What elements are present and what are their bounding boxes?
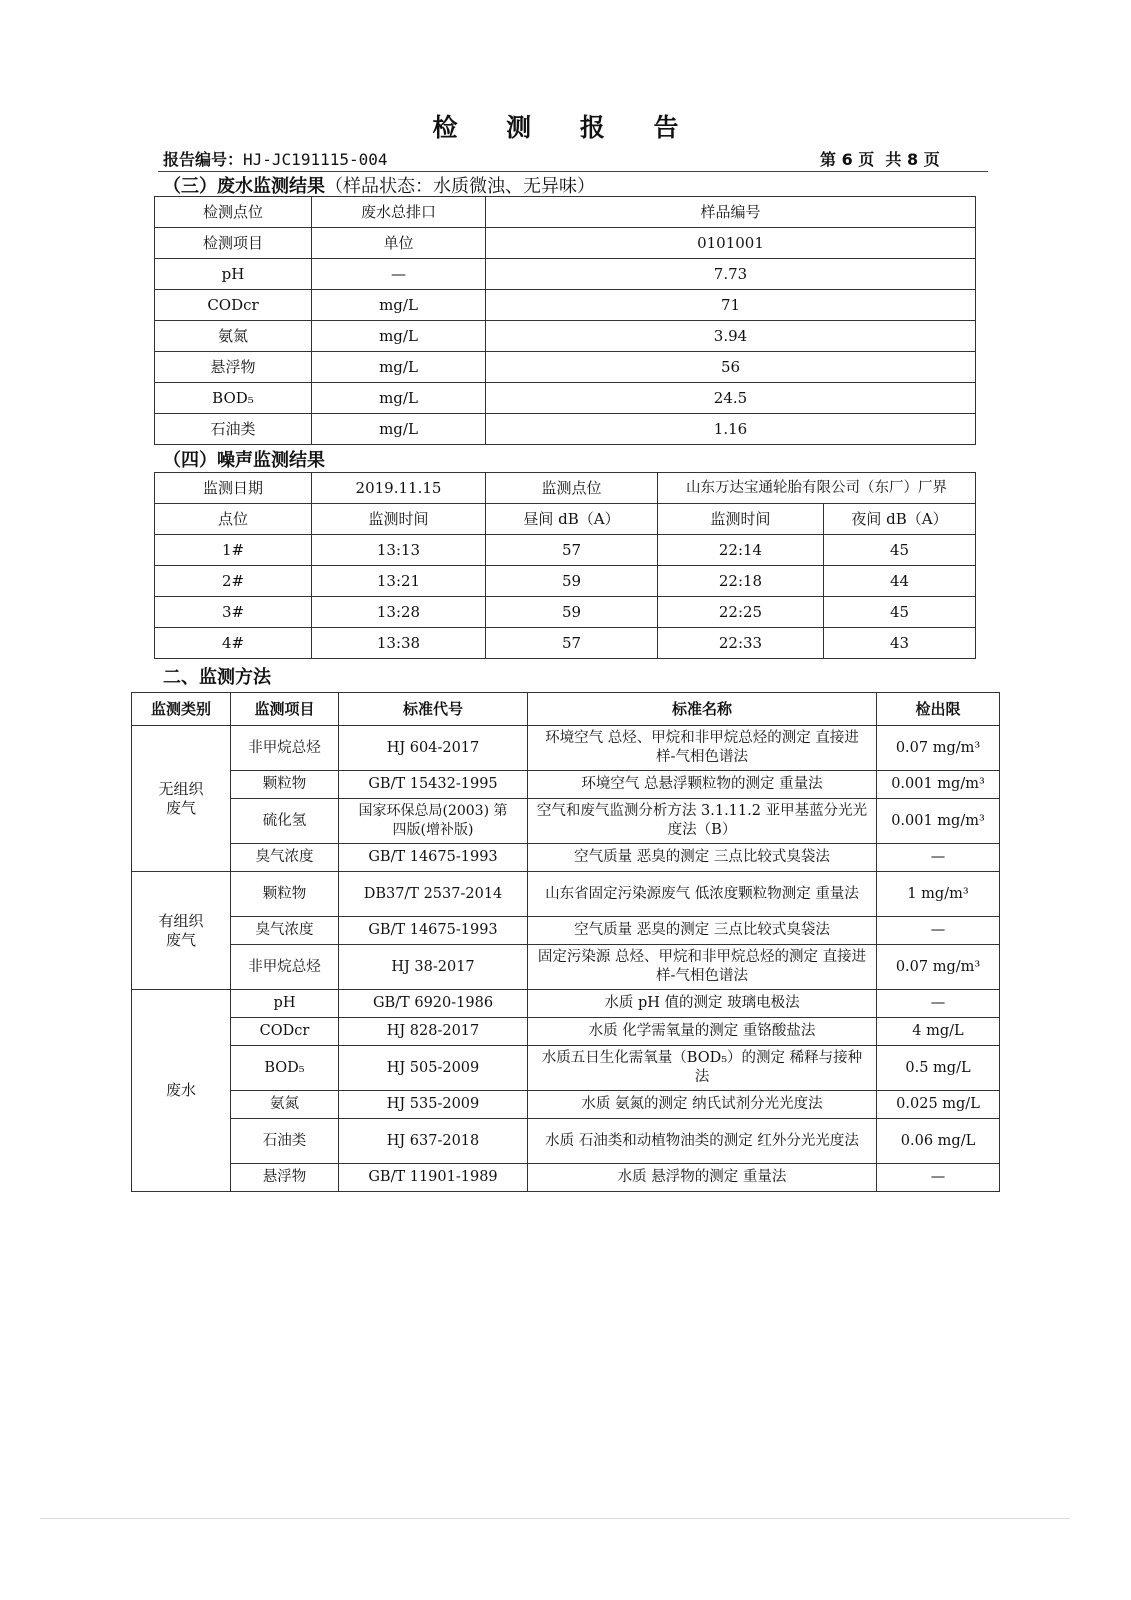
table-cell: mg/L bbox=[312, 383, 486, 414]
column-header: 监测时间 bbox=[658, 504, 824, 535]
table-cell: 0101001 bbox=[486, 228, 976, 259]
table-cell: pH bbox=[231, 990, 339, 1018]
page-bottom-line bbox=[40, 1518, 1070, 1519]
table-row bbox=[132, 1091, 1000, 1119]
table-cell: 22:25 bbox=[658, 597, 824, 628]
table-row bbox=[132, 771, 1000, 799]
noise-heading: （四）噪声监测结果 bbox=[163, 450, 325, 471]
table-row bbox=[132, 799, 1000, 844]
table-cell: 1# bbox=[155, 535, 312, 566]
table-row bbox=[155, 228, 976, 259]
column-header: 检出限 bbox=[877, 693, 1000, 726]
table-cell: 45 bbox=[824, 597, 976, 628]
column-header: 昼间 dB（A） bbox=[486, 504, 658, 535]
noise-site: 山东万达宝通轮胎有限公司（东厂）厂界 bbox=[658, 473, 976, 504]
table-cell: GB/T 14675-1993 bbox=[339, 917, 528, 945]
limit-cell: — bbox=[877, 1164, 1000, 1192]
table-row bbox=[155, 597, 976, 628]
table-cell: 石油类 bbox=[231, 1119, 339, 1164]
table-row bbox=[155, 352, 976, 383]
table-cell: 非甲烷总烃 bbox=[231, 945, 339, 990]
table-row bbox=[155, 197, 976, 228]
table-cell: HJ 828-2017 bbox=[339, 1018, 528, 1046]
table-cell: 非甲烷总烃 bbox=[231, 726, 339, 771]
report-number-label: 报告编号： bbox=[163, 150, 244, 169]
table-cell: 13:28 bbox=[312, 597, 486, 628]
noise-header-row bbox=[155, 504, 976, 535]
table-cell: 7.73 bbox=[486, 259, 976, 290]
table-cell: 检测项目 bbox=[155, 228, 312, 259]
table-cell: GB/T 15432-1995 bbox=[339, 771, 528, 799]
table-cell: mg/L bbox=[312, 321, 486, 352]
table-cell: mg/L bbox=[312, 290, 486, 321]
table-cell: 22:33 bbox=[658, 628, 824, 659]
table-row bbox=[132, 726, 1000, 771]
table-cell: 2# bbox=[155, 566, 312, 597]
table-row bbox=[155, 566, 976, 597]
table-cell: 氨氮 bbox=[155, 321, 312, 352]
report-title: 检 测 报 告 bbox=[432, 113, 699, 142]
table-cell: 水质 化学需氧量的测定 重铬酸盐法 bbox=[528, 1018, 877, 1046]
table-cell: 颗粒物 bbox=[231, 771, 339, 799]
limit-cell: — bbox=[877, 917, 1000, 945]
table-row bbox=[132, 945, 1000, 990]
table-cell: CODcr bbox=[231, 1018, 339, 1046]
column-header: 监测项目 bbox=[231, 693, 339, 726]
table-cell: pH bbox=[155, 259, 312, 290]
noise-info-row bbox=[155, 473, 976, 504]
limit-cell: — bbox=[877, 990, 1000, 1018]
table-cell: DB37/T 2537-2014 bbox=[339, 872, 528, 917]
table-cell: 4# bbox=[155, 628, 312, 659]
table-cell: GB/T 6920-1986 bbox=[339, 990, 528, 1018]
report-number bbox=[163, 147, 388, 170]
limit-cell: 4 mg/L bbox=[877, 1018, 1000, 1046]
column-header: 监测时间 bbox=[312, 504, 486, 535]
table-cell: 废水总排口 bbox=[312, 197, 486, 228]
table-cell: 44 bbox=[824, 566, 976, 597]
methods-heading: 二、监测方法 bbox=[163, 667, 271, 688]
table-cell: 13:13 bbox=[312, 535, 486, 566]
table-cell: GB/T 11901-1989 bbox=[339, 1164, 528, 1192]
page-info: 第 6 页 共 8 页 bbox=[820, 150, 940, 169]
table-cell: 石油类 bbox=[155, 414, 312, 445]
category-cell: 有组织废气 bbox=[132, 872, 231, 990]
table-cell: HJ 637-2018 bbox=[339, 1119, 528, 1164]
limit-cell: 0.001 mg/m³ bbox=[877, 799, 1000, 844]
table-cell: HJ 38-2017 bbox=[339, 945, 528, 990]
noise-site-label: 监测点位 bbox=[486, 473, 658, 504]
table-cell: HJ 535-2009 bbox=[339, 1091, 528, 1119]
table-cell: 环境空气 总烃、甲烷和非甲烷总烃的测定 直接进样-气相色谱法 bbox=[528, 726, 877, 771]
table-cell: 硫化氢 bbox=[231, 799, 339, 844]
table-cell: 57 bbox=[486, 628, 658, 659]
table-cell: 56 bbox=[486, 352, 976, 383]
table-row bbox=[155, 383, 976, 414]
table-cell: 山东省固定污染源废气 低浓度颗粒物测定 重量法 bbox=[528, 872, 877, 917]
methods-header-row bbox=[132, 693, 1000, 726]
table-cell: 国家环保总局(2003) 第四版(增补版) bbox=[339, 799, 528, 844]
column-header: 标准代号 bbox=[339, 693, 528, 726]
noise-results-table bbox=[154, 472, 976, 659]
limit-cell: 1 mg/m³ bbox=[877, 872, 1000, 917]
table-cell: 57 bbox=[486, 535, 658, 566]
table-row bbox=[132, 917, 1000, 945]
table-cell: HJ 604-2017 bbox=[339, 726, 528, 771]
table-cell: 空气和废气监测分析方法 3.1.11.2 亚甲基蓝分光光度法（B） bbox=[528, 799, 877, 844]
table-cell: mg/L bbox=[312, 352, 486, 383]
table-cell: 24.5 bbox=[486, 383, 976, 414]
noise-date: 2019.11.15 bbox=[312, 473, 486, 504]
report-number-value: HJ-JC191115-004 bbox=[243, 150, 388, 169]
wastewater-results-table bbox=[154, 196, 976, 445]
noise-date-label: 监测日期 bbox=[155, 473, 312, 504]
table-cell: 空气质量 恶臭的测定 三点比较式臭袋法 bbox=[528, 917, 877, 945]
table-cell: 臭气浓度 bbox=[231, 917, 339, 945]
table-cell: 水质 pH 值的测定 玻璃电极法 bbox=[528, 990, 877, 1018]
table-cell: 水质 石油类和动植物油类的测定 红外分光光度法 bbox=[528, 1119, 877, 1164]
table-cell: 45 bbox=[824, 535, 976, 566]
table-cell: 13:21 bbox=[312, 566, 486, 597]
table-row bbox=[155, 321, 976, 352]
table-row bbox=[155, 628, 976, 659]
table-cell: 臭气浓度 bbox=[231, 844, 339, 872]
table-cell: HJ 505-2009 bbox=[339, 1046, 528, 1091]
table-cell: 样品编号 bbox=[486, 197, 976, 228]
column-header: 点位 bbox=[155, 504, 312, 535]
category-cell: 废水 bbox=[132, 990, 231, 1192]
table-cell: 3.94 bbox=[486, 321, 976, 352]
wastewater-heading bbox=[163, 172, 595, 198]
table-cell: 59 bbox=[486, 597, 658, 628]
limit-cell: 0.07 mg/m³ bbox=[877, 726, 1000, 771]
wastewater-heading-note: （样品状态：水质微浊、无异味） bbox=[325, 176, 595, 197]
table-row bbox=[132, 990, 1000, 1018]
table-row bbox=[132, 844, 1000, 872]
table-cell: 环境空气 总悬浮颗粒物的测定 重量法 bbox=[528, 771, 877, 799]
table-cell: 59 bbox=[486, 566, 658, 597]
table-cell: 水质五日生化需氧量（BOD₅）的测定 稀释与接种法 bbox=[528, 1046, 877, 1091]
table-cell: 悬浮物 bbox=[155, 352, 312, 383]
table-cell: 空气质量 恶臭的测定 三点比较式臭袋法 bbox=[528, 844, 877, 872]
limit-cell: 0.06 mg/L bbox=[877, 1119, 1000, 1164]
column-header: 夜间 dB（A） bbox=[824, 504, 976, 535]
table-cell: 颗粒物 bbox=[231, 872, 339, 917]
table-row bbox=[132, 1018, 1000, 1046]
table-cell: 氨氮 bbox=[231, 1091, 339, 1119]
table-row bbox=[155, 414, 976, 445]
table-cell: mg/L bbox=[312, 414, 486, 445]
table-cell: 1.16 bbox=[486, 414, 976, 445]
table-row bbox=[155, 535, 976, 566]
table-cell: BOD₅ bbox=[231, 1046, 339, 1091]
table-cell: 水质 悬浮物的测定 重量法 bbox=[528, 1164, 877, 1192]
limit-cell: 0.5 mg/L bbox=[877, 1046, 1000, 1091]
table-cell: CODcr bbox=[155, 290, 312, 321]
table-cell: 悬浮物 bbox=[231, 1164, 339, 1192]
table-cell: BOD₅ bbox=[155, 383, 312, 414]
table-cell: 13:38 bbox=[312, 628, 486, 659]
limit-cell: 0.07 mg/m³ bbox=[877, 945, 1000, 990]
column-header: 监测类别 bbox=[132, 693, 231, 726]
limit-cell: 0.025 mg/L bbox=[877, 1091, 1000, 1119]
table-cell: 3# bbox=[155, 597, 312, 628]
column-header: 标准名称 bbox=[528, 693, 877, 726]
table-row bbox=[132, 1046, 1000, 1091]
table-cell: 检测点位 bbox=[155, 197, 312, 228]
table-cell: 22:14 bbox=[658, 535, 824, 566]
table-row bbox=[155, 259, 976, 290]
table-row bbox=[132, 1164, 1000, 1192]
category-cell: 无组织废气 bbox=[132, 726, 231, 872]
table-cell: 22:18 bbox=[658, 566, 824, 597]
table-cell: 71 bbox=[486, 290, 976, 321]
table-cell: 水质 氨氮的测定 纳氏试剂分光光度法 bbox=[528, 1091, 877, 1119]
table-cell: GB/T 14675-1993 bbox=[339, 844, 528, 872]
limit-cell: 0.001 mg/m³ bbox=[877, 771, 1000, 799]
table-row bbox=[132, 1119, 1000, 1164]
limit-cell: — bbox=[877, 844, 1000, 872]
table-cell: 固定污染源 总烃、甲烷和非甲烷总烃的测定 直接进样-气相色谱法 bbox=[528, 945, 877, 990]
wastewater-heading-title: （三）废水监测结果 bbox=[163, 176, 325, 197]
table-cell: — bbox=[312, 259, 486, 290]
table-row bbox=[132, 872, 1000, 917]
methods-table bbox=[131, 692, 1000, 1192]
table-cell: 单位 bbox=[312, 228, 486, 259]
table-row bbox=[155, 290, 976, 321]
table-cell: 43 bbox=[824, 628, 976, 659]
